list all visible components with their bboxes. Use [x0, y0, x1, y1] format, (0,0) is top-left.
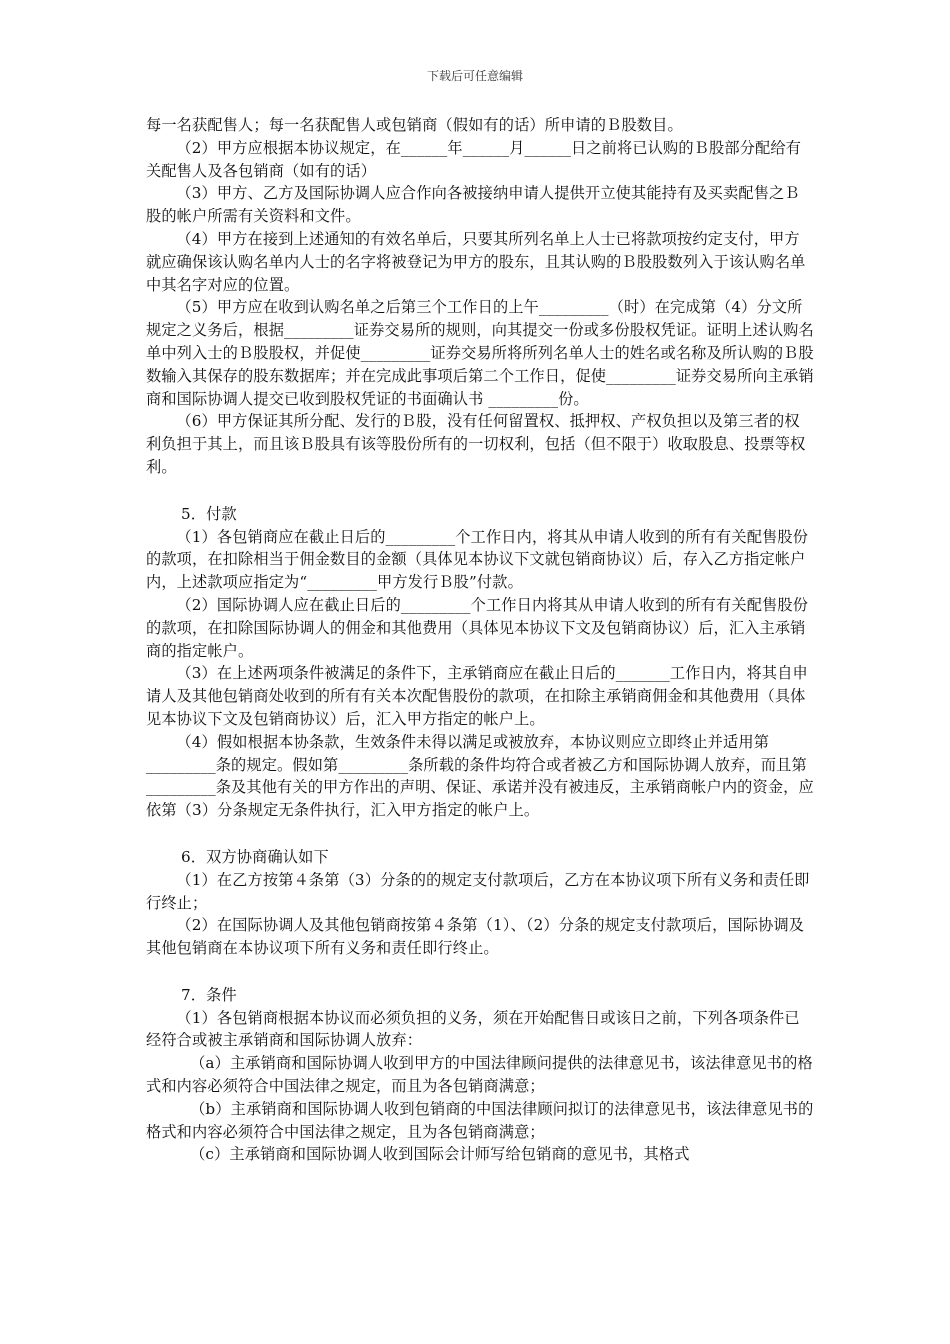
paragraph: （b）主承销商和国际协调人收到包销商的中国法律顾问拟订的法律意见书，该法律意见书的格式和内容必须符合中国法律之规定，且为各包销商满意；	[146, 1099, 814, 1141]
paragraph: （2）在国际协调人及其他包销商按第４条第（1）、（2）分条的规定支付款项后，国际协调及其他包销商在本协议项下所有义务和责任即行终止。	[146, 916, 805, 958]
paragraph: （2）国际协调人应在截止日后的_________个工作日内将其从申请人收到的所有有关配售股份的款项，在扣除国际协调人的佣金和其他费用（具体见本协议下文及包销商协议）后，汇入主承销商的指定帐户。	[146, 595, 809, 660]
section-heading-payment: 5．付款	[180, 504, 237, 523]
paragraph: （5）甲方应在收到认购名单之后第三个工作日的上午_________（时）在完成第（4）分文所规定之义务后，根据_________证券交易所的规则，向其提交一份或多份股权凭证。证明上述认购名单中列入士的Ｂ股股权，并促使_________证券交易所将所列名单人士的姓名或名称及所认购的Ｂ股数输入其保存的股东数据库；并在完成此事项后第二个工作日，促使_________证券交易所向主承销商和国际协调人提交已收到股权凭证的书面确认书 _________份。	[146, 298, 814, 408]
paragraph: （6）甲方保证其所分配、发行的Ｂ股，没有任何留置权、抵押权、产权负担以及第三者的权利负担于其上，而且该Ｂ股具有该等股份所有的一切权利，包括（但不限于）收取股息、投票等权利。	[146, 412, 806, 476]
paragraph: （4）甲方在接到上述通知的有效名单后，只要其所列名单上人士已将款项按约定支付，甲方就应确保该认购名单内人士的名字将被登记为甲方的股东，且其认购的Ｂ股股数列入于该认购名单中其名字对应的位置。	[146, 229, 806, 294]
paragraph: （1）各包销商根据本协议而必须负担的义务，须在开始配售日或该日之前，下列各项条件已经符合或被主承销商和国际协调人放弃：	[146, 1008, 800, 1050]
page-header: 下载后可任意编辑	[426, 69, 523, 83]
paragraph: （3）甲方、乙方及国际协调人应合作向各被接纳申请人提供开立使其能持有及买卖配售之Ｂ股的帐户所需有关资料和文件。	[146, 184, 800, 226]
paragraph: （a）主承销商和国际协调人收到甲方的中国法律顾问提供的法律意见书，该法律意见书的格式和内容必须符合中国法律之规定，而且为各包销商满意；	[146, 1054, 813, 1096]
paragraph: （4）假如根据本协条款，生效条件未得以满足或被放弃，本协议则应立即终止并适用第_________条的规定。假如第_________条所载的条件均符合或者被乙方和国际协调人放弃，而且第_________条及其他有关的甲方作出的声明、保证、承诺并没有被违反，主承销商帐户内的资金，应依第（3）分条规定无条件执行，汇入甲方指定的帐户上。	[146, 732, 814, 820]
paragraph: （c）主承销商和国际协调人收到国际会计师写给包销商的意见书，其格式	[190, 1145, 690, 1164]
paragraph: （3）在上述两项条件被满足的条件下，主承销商应在截止日后的_______工作日内，将其自申请人及其他包销商处收到的所有有关本次配售股份的款项，在扣除主承销商佣金和其他费用（具体见本协议下文及包销商协议）后，汇入甲方指定的帐户上。	[146, 664, 808, 728]
section-heading-conditions: 7．条件	[180, 985, 237, 1004]
paragraph: （1）各包销商应在截止日后的_________个工作日内，将其从申请人收到的所有有关配售股份的款项，在扣除相当于佣金数目的金额（具体见本协议下文就包销商协议）后，存入乙方指定帐户内，上述款项应指定为“_________甲方发行Ｂ股”付款。	[146, 527, 809, 592]
document-body	[146, 114, 814, 1166]
paragraph: 每一名获配售人；每一名获配售人或包销商（假如有的话）所申请的Ｂ股数目。	[146, 116, 683, 134]
section-heading-confirmation: 6．双方协商确认如下	[180, 847, 329, 866]
paragraph: （2）甲方应根据本协议规定，在______年______月______日之前将已认购的Ｂ股部分配给有关配售人及各包销商（如有的话）	[146, 138, 802, 180]
paragraph: （1）在乙方按第４条第（3）分条的的规定支付款项后，乙方在本协议项下所有义务和责任即行终止；	[146, 870, 810, 912]
